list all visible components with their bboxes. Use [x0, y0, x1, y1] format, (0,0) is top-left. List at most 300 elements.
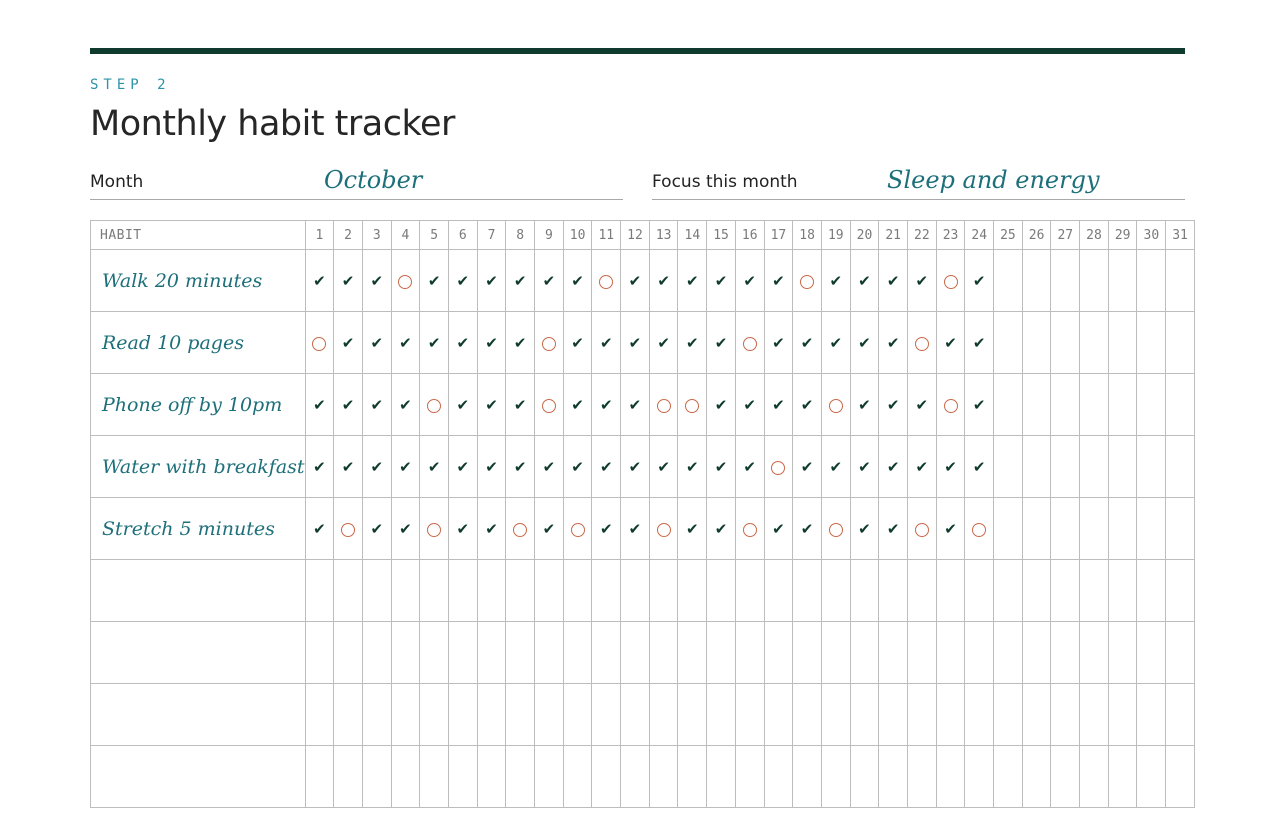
- day-cell[interactable]: [305, 498, 334, 560]
- day-cell[interactable]: [391, 746, 420, 808]
- day-cell[interactable]: [535, 436, 564, 498]
- day-cell[interactable]: [735, 250, 764, 312]
- day-cell[interactable]: [592, 622, 621, 684]
- day-cell[interactable]: [1051, 498, 1080, 560]
- day-cell[interactable]: [1137, 374, 1166, 436]
- day-cell[interactable]: [592, 560, 621, 622]
- day-cell[interactable]: [506, 746, 535, 808]
- day-cell[interactable]: [592, 684, 621, 746]
- day-cell[interactable]: [707, 684, 736, 746]
- day-cell[interactable]: [907, 684, 936, 746]
- day-cell[interactable]: [965, 250, 994, 312]
- focus-value[interactable]: Sleep and energy: [887, 166, 1100, 194]
- day-cell[interactable]: [764, 746, 793, 808]
- day-cell[interactable]: [563, 560, 592, 622]
- day-cell[interactable]: [1080, 622, 1109, 684]
- day-cell[interactable]: [994, 622, 1023, 684]
- day-cell[interactable]: [649, 746, 678, 808]
- day-cell[interactable]: [621, 374, 650, 436]
- day-cell[interactable]: [936, 622, 965, 684]
- day-cell[interactable]: [563, 622, 592, 684]
- day-cell[interactable]: [506, 622, 535, 684]
- day-cell[interactable]: [506, 684, 535, 746]
- day-cell[interactable]: [907, 746, 936, 808]
- day-cell[interactable]: [821, 250, 850, 312]
- habit-name[interactable]: Phone off by 10pm: [91, 374, 306, 436]
- day-cell[interactable]: [477, 746, 506, 808]
- day-cell[interactable]: [879, 560, 908, 622]
- day-cell[interactable]: [936, 436, 965, 498]
- day-cell[interactable]: [506, 436, 535, 498]
- day-cell[interactable]: [448, 560, 477, 622]
- day-cell[interactable]: [735, 436, 764, 498]
- day-cell[interactable]: [592, 250, 621, 312]
- day-cell[interactable]: [305, 250, 334, 312]
- day-cell[interactable]: [793, 436, 822, 498]
- day-cell[interactable]: [420, 374, 449, 436]
- habit-name[interactable]: [91, 560, 306, 622]
- day-cell[interactable]: [1108, 250, 1137, 312]
- day-cell[interactable]: [965, 684, 994, 746]
- day-cell[interactable]: [1051, 746, 1080, 808]
- day-cell[interactable]: [391, 436, 420, 498]
- day-cell[interactable]: [735, 374, 764, 436]
- check-icon: ✔: [800, 520, 814, 538]
- day-cell[interactable]: [994, 746, 1023, 808]
- day-cell[interactable]: [535, 560, 564, 622]
- day-cell[interactable]: [420, 622, 449, 684]
- day-cell[interactable]: [764, 374, 793, 436]
- day-cell[interactable]: [965, 374, 994, 436]
- day-cell[interactable]: [1108, 560, 1137, 622]
- day-cell[interactable]: [334, 436, 363, 498]
- day-cell[interactable]: [879, 498, 908, 560]
- day-cell[interactable]: [621, 312, 650, 374]
- day-cell[interactable]: [649, 684, 678, 746]
- day-cell[interactable]: [448, 622, 477, 684]
- day-cell[interactable]: [879, 374, 908, 436]
- day-cell[interactable]: [420, 684, 449, 746]
- day-cell[interactable]: [563, 374, 592, 436]
- day-cell[interactable]: [621, 560, 650, 622]
- day-cell[interactable]: [506, 312, 535, 374]
- day-cell[interactable]: [362, 312, 391, 374]
- day-cell[interactable]: [477, 436, 506, 498]
- day-cell[interactable]: [563, 684, 592, 746]
- day-cell[interactable]: [535, 312, 564, 374]
- day-cell[interactable]: [362, 374, 391, 436]
- day-cell[interactable]: [649, 560, 678, 622]
- day-cell[interactable]: [1108, 622, 1137, 684]
- day-cell[interactable]: [907, 250, 936, 312]
- day-cell[interactable]: [821, 312, 850, 374]
- day-cell[interactable]: [362, 436, 391, 498]
- day-cell[interactable]: [678, 312, 707, 374]
- day-cell[interactable]: [1080, 374, 1109, 436]
- day-cell[interactable]: [621, 746, 650, 808]
- day-cell[interactable]: [994, 560, 1023, 622]
- day-cell[interactable]: [879, 622, 908, 684]
- day-cell[interactable]: [821, 622, 850, 684]
- day-cell[interactable]: [707, 436, 736, 498]
- day-cell[interactable]: [821, 436, 850, 498]
- day-cell[interactable]: [1137, 560, 1166, 622]
- day-cell[interactable]: [1022, 250, 1051, 312]
- day-cell[interactable]: [448, 684, 477, 746]
- day-cell[interactable]: [592, 374, 621, 436]
- day-cell[interactable]: [1022, 560, 1051, 622]
- day-cell[interactable]: [535, 374, 564, 436]
- day-cell[interactable]: [678, 746, 707, 808]
- day-cell[interactable]: [1108, 312, 1137, 374]
- habit-name[interactable]: [91, 684, 306, 746]
- day-cell[interactable]: [1137, 746, 1166, 808]
- day-cell[interactable]: [420, 436, 449, 498]
- day-cell[interactable]: [994, 374, 1023, 436]
- day-cell[interactable]: [735, 684, 764, 746]
- day-cell[interactable]: [994, 498, 1023, 560]
- day-header-1: 1: [305, 221, 334, 250]
- day-cell[interactable]: [965, 436, 994, 498]
- day-cell[interactable]: [420, 498, 449, 560]
- day-cell[interactable]: [678, 560, 707, 622]
- day-cell[interactable]: [1022, 436, 1051, 498]
- check-icon: ✔: [858, 458, 871, 476]
- day-cell[interactable]: [1137, 684, 1166, 746]
- day-cell[interactable]: [850, 436, 879, 498]
- day-cell[interactable]: [707, 374, 736, 436]
- day-cell[interactable]: [391, 374, 420, 436]
- day-cell[interactable]: [793, 684, 822, 746]
- habit-name[interactable]: Stretch 5 minutes: [91, 498, 306, 560]
- day-cell[interactable]: [907, 374, 936, 436]
- day-cell[interactable]: [1080, 746, 1109, 808]
- habit-name[interactable]: [91, 746, 306, 808]
- day-cell[interactable]: [764, 560, 793, 622]
- day-cell[interactable]: [764, 436, 793, 498]
- day-cell[interactable]: [735, 622, 764, 684]
- day-cell[interactable]: [477, 498, 506, 560]
- day-cell[interactable]: [1080, 250, 1109, 312]
- day-cell[interactable]: [879, 250, 908, 312]
- day-cell[interactable]: [305, 312, 334, 374]
- day-cell[interactable]: [1080, 498, 1109, 560]
- day-cell[interactable]: [391, 684, 420, 746]
- day-cell[interactable]: [1108, 684, 1137, 746]
- day-cell[interactable]: [334, 622, 363, 684]
- day-cell[interactable]: [334, 746, 363, 808]
- day-cell[interactable]: [448, 436, 477, 498]
- day-header-13: 13: [649, 221, 678, 250]
- day-cell[interactable]: [391, 498, 420, 560]
- day-cell[interactable]: [821, 498, 850, 560]
- day-cell[interactable]: [621, 622, 650, 684]
- day-cell[interactable]: [707, 746, 736, 808]
- day-cell[interactable]: [1051, 684, 1080, 746]
- day-cell[interactable]: [477, 250, 506, 312]
- day-cell[interactable]: [793, 498, 822, 560]
- day-cell[interactable]: [1137, 250, 1166, 312]
- day-cell[interactable]: [621, 250, 650, 312]
- day-cell[interactable]: [649, 436, 678, 498]
- day-cell[interactable]: [420, 250, 449, 312]
- day-cell[interactable]: [362, 498, 391, 560]
- day-cell[interactable]: [678, 436, 707, 498]
- day-cell[interactable]: [850, 622, 879, 684]
- day-cell[interactable]: [764, 250, 793, 312]
- day-cell[interactable]: [305, 374, 334, 436]
- day-cell[interactable]: [850, 374, 879, 436]
- day-cell[interactable]: [707, 560, 736, 622]
- day-cell[interactable]: [477, 622, 506, 684]
- day-cell[interactable]: [735, 746, 764, 808]
- month-value[interactable]: October: [324, 166, 423, 194]
- day-cell[interactable]: [965, 498, 994, 560]
- day-header-30: 30: [1137, 221, 1166, 250]
- day-cell[interactable]: [936, 374, 965, 436]
- focus-field[interactable]: [652, 160, 1185, 200]
- day-cell[interactable]: [850, 498, 879, 560]
- day-cell[interactable]: [1108, 746, 1137, 808]
- day-cell[interactable]: [1166, 684, 1195, 746]
- day-cell[interactable]: [879, 684, 908, 746]
- day-cell[interactable]: [821, 746, 850, 808]
- day-cell[interactable]: [936, 312, 965, 374]
- day-cell[interactable]: [362, 622, 391, 684]
- day-cell[interactable]: [936, 684, 965, 746]
- day-cell[interactable]: [1051, 250, 1080, 312]
- day-cell[interactable]: [678, 622, 707, 684]
- day-cell[interactable]: [1022, 684, 1051, 746]
- day-cell[interactable]: [535, 622, 564, 684]
- day-cell[interactable]: [1166, 560, 1195, 622]
- day-cell[interactable]: [334, 498, 363, 560]
- day-cell[interactable]: [907, 436, 936, 498]
- day-cell[interactable]: [907, 312, 936, 374]
- day-cell[interactable]: [334, 684, 363, 746]
- day-cell[interactable]: [936, 498, 965, 560]
- check-icon: ✔: [886, 458, 900, 476]
- day-cell[interactable]: [391, 250, 420, 312]
- day-cell[interactable]: [448, 312, 477, 374]
- day-cell[interactable]: [362, 684, 391, 746]
- day-cell[interactable]: [334, 250, 363, 312]
- day-cell[interactable]: [678, 374, 707, 436]
- day-cell[interactable]: [649, 622, 678, 684]
- day-cell[interactable]: [448, 746, 477, 808]
- day-cell[interactable]: [592, 746, 621, 808]
- day-cell[interactable]: [821, 684, 850, 746]
- day-cell[interactable]: [907, 560, 936, 622]
- day-cell[interactable]: [1166, 622, 1195, 684]
- day-cell[interactable]: [305, 622, 334, 684]
- day-cell[interactable]: [592, 436, 621, 498]
- day-cell[interactable]: [678, 498, 707, 560]
- day-cell[interactable]: [1051, 560, 1080, 622]
- day-cell[interactable]: [1022, 498, 1051, 560]
- day-cell[interactable]: [1080, 436, 1109, 498]
- day-cell[interactable]: [879, 746, 908, 808]
- day-cell[interactable]: [1137, 436, 1166, 498]
- day-cell[interactable]: [477, 374, 506, 436]
- day-cell[interactable]: [764, 684, 793, 746]
- day-cell[interactable]: [420, 560, 449, 622]
- day-cell[interactable]: [793, 560, 822, 622]
- habit-name[interactable]: Water with breakfast: [91, 436, 306, 498]
- habit-name[interactable]: Read 10 pages: [91, 312, 306, 374]
- day-cell[interactable]: [879, 436, 908, 498]
- day-cell[interactable]: [707, 498, 736, 560]
- check-icon: ✔: [542, 458, 556, 476]
- day-cell[interactable]: [391, 312, 420, 374]
- day-cell[interactable]: [793, 622, 822, 684]
- day-cell[interactable]: [994, 312, 1023, 374]
- day-cell[interactable]: [563, 498, 592, 560]
- day-cell[interactable]: [305, 684, 334, 746]
- day-cell[interactable]: [477, 560, 506, 622]
- day-cell[interactable]: [907, 498, 936, 560]
- day-cell[interactable]: [1166, 250, 1195, 312]
- day-cell[interactable]: [936, 560, 965, 622]
- day-cell[interactable]: [735, 498, 764, 560]
- day-cell[interactable]: [391, 560, 420, 622]
- day-cell[interactable]: [448, 250, 477, 312]
- day-cell[interactable]: [1137, 498, 1166, 560]
- day-cell[interactable]: [735, 560, 764, 622]
- day-cell[interactable]: [448, 498, 477, 560]
- day-cell[interactable]: [621, 436, 650, 498]
- day-cell[interactable]: [1051, 436, 1080, 498]
- day-cell[interactable]: [362, 250, 391, 312]
- day-cell[interactable]: [506, 560, 535, 622]
- day-cell[interactable]: [535, 498, 564, 560]
- day-cell[interactable]: [1166, 746, 1195, 808]
- day-cell[interactable]: [850, 684, 879, 746]
- day-cell[interactable]: [764, 312, 793, 374]
- day-cell[interactable]: [1166, 374, 1195, 436]
- day-cell[interactable]: [764, 498, 793, 560]
- day-cell[interactable]: [535, 746, 564, 808]
- day-cell[interactable]: [649, 498, 678, 560]
- day-cell[interactable]: [362, 560, 391, 622]
- day-cell[interactable]: [678, 684, 707, 746]
- day-cell[interactable]: [477, 312, 506, 374]
- day-cell[interactable]: [1108, 436, 1137, 498]
- day-cell[interactable]: [1022, 622, 1051, 684]
- day-cell[interactable]: [362, 746, 391, 808]
- day-cell[interactable]: [1137, 312, 1166, 374]
- day-cell[interactable]: [707, 622, 736, 684]
- day-cell[interactable]: [1166, 436, 1195, 498]
- day-cell[interactable]: [1080, 560, 1109, 622]
- day-cell[interactable]: [793, 312, 822, 374]
- day-cell[interactable]: [936, 250, 965, 312]
- day-cell[interactable]: [621, 498, 650, 560]
- day-cell[interactable]: [793, 374, 822, 436]
- day-cell[interactable]: [821, 374, 850, 436]
- day-cell[interactable]: [907, 622, 936, 684]
- habit-name[interactable]: Walk 20 minutes: [91, 250, 306, 312]
- day-cell[interactable]: [621, 684, 650, 746]
- day-cell[interactable]: [850, 312, 879, 374]
- day-cell[interactable]: [793, 746, 822, 808]
- day-cell[interactable]: [793, 250, 822, 312]
- day-cell[interactable]: [1051, 374, 1080, 436]
- day-cell[interactable]: [305, 436, 334, 498]
- day-cell[interactable]: [592, 312, 621, 374]
- day-cell[interactable]: [850, 746, 879, 808]
- day-cell[interactable]: [1051, 622, 1080, 684]
- day-cell[interactable]: [649, 374, 678, 436]
- day-cell[interactable]: [994, 684, 1023, 746]
- day-cell[interactable]: [535, 250, 564, 312]
- day-cell[interactable]: [563, 250, 592, 312]
- day-cell[interactable]: [850, 560, 879, 622]
- day-cell[interactable]: [448, 374, 477, 436]
- day-cell[interactable]: [678, 250, 707, 312]
- day-cell[interactable]: [1080, 312, 1109, 374]
- day-cell[interactable]: [305, 560, 334, 622]
- day-cell[interactable]: [1108, 374, 1137, 436]
- day-cell[interactable]: [965, 622, 994, 684]
- month-field[interactable]: [90, 160, 623, 200]
- day-cell[interactable]: [850, 250, 879, 312]
- day-cell[interactable]: [535, 684, 564, 746]
- day-cell[interactable]: [879, 312, 908, 374]
- check-icon: ✔: [657, 272, 670, 290]
- day-cell[interactable]: [563, 436, 592, 498]
- day-cell[interactable]: [1137, 622, 1166, 684]
- day-cell[interactable]: [334, 312, 363, 374]
- day-cell[interactable]: [764, 622, 793, 684]
- day-cell[interactable]: [649, 250, 678, 312]
- day-cell[interactable]: [965, 560, 994, 622]
- day-cell[interactable]: [420, 312, 449, 374]
- day-cell[interactable]: [821, 560, 850, 622]
- day-cell[interactable]: [936, 746, 965, 808]
- day-cell[interactable]: [994, 250, 1023, 312]
- habit-name[interactable]: [91, 622, 306, 684]
- day-cell[interactable]: [1051, 312, 1080, 374]
- day-cell[interactable]: [1022, 374, 1051, 436]
- day-cell[interactable]: [592, 498, 621, 560]
- day-cell[interactable]: [965, 746, 994, 808]
- day-cell[interactable]: [334, 560, 363, 622]
- day-cell[interactable]: [1108, 498, 1137, 560]
- day-cell[interactable]: [506, 250, 535, 312]
- day-cell[interactable]: [1080, 684, 1109, 746]
- day-cell[interactable]: [649, 312, 678, 374]
- day-cell[interactable]: [305, 746, 334, 808]
- day-cell[interactable]: [707, 312, 736, 374]
- day-cell[interactable]: [707, 250, 736, 312]
- day-cell[interactable]: [1022, 312, 1051, 374]
- day-cell[interactable]: [994, 436, 1023, 498]
- day-cell[interactable]: [477, 684, 506, 746]
- day-cell[interactable]: [563, 746, 592, 808]
- day-cell[interactable]: [420, 746, 449, 808]
- day-cell[interactable]: [334, 374, 363, 436]
- day-cell[interactable]: [965, 312, 994, 374]
- day-cell[interactable]: [506, 498, 535, 560]
- day-cell[interactable]: [1166, 312, 1195, 374]
- day-cell[interactable]: [1166, 498, 1195, 560]
- day-cell[interactable]: [563, 312, 592, 374]
- day-cell[interactable]: [1022, 746, 1051, 808]
- day-cell[interactable]: [506, 374, 535, 436]
- day-cell[interactable]: [391, 622, 420, 684]
- day-cell[interactable]: [735, 312, 764, 374]
